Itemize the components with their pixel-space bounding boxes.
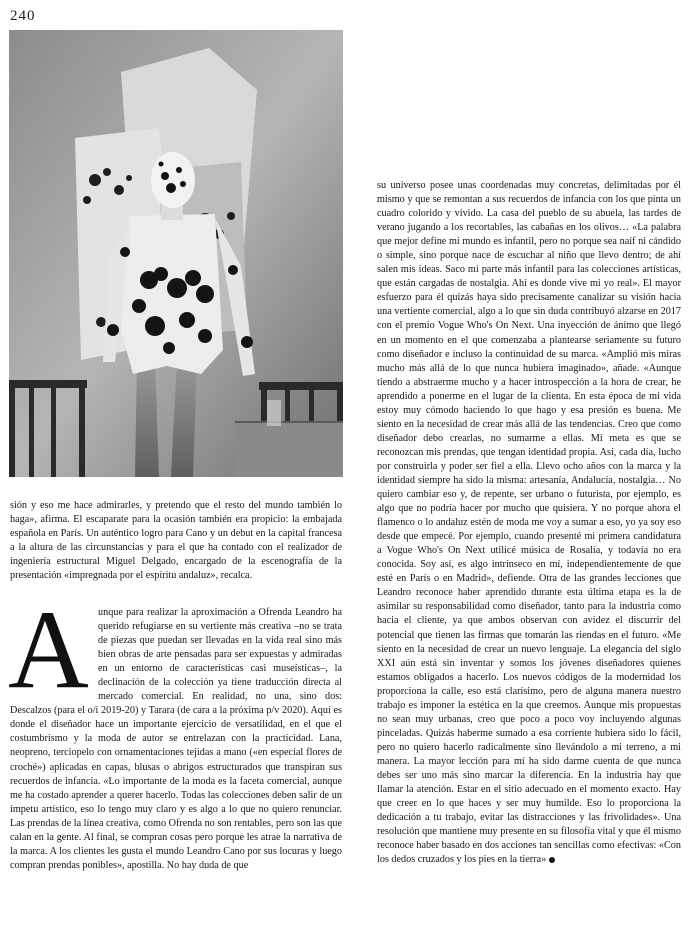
fashion-photo-icon <box>9 30 343 477</box>
end-mark-icon <box>549 857 555 863</box>
article-text-right <box>377 179 681 867</box>
article-text-left-bottom <box>8 588 342 873</box>
paragraph-text: su universo posee unas coordenadas muy concretas, delimitadas por él mismo y que se remontan a sus recuerdos de infancia con los que pinta un cuadro colorido y vívido. La casa del pueblo de su abuela, las tardes de verano jugando a los recortables, las cabañas en los olivos… «La palabra que mejor define mi mundo es infantil, pero no porque sea naíf ni cándido o simple, sino porque nace de escuchar al niño que llevo dentro; de ahí salen mis ideas. Saco mi parte más infantil para las colecciones artísticas, que están cargadas de nostalgia. Ahí es donde vive mi yo real». El mayor esfuerzo para él quizás haya sido precisamente canalizar su visión hacia una vertiente comercial, algo a lo que sin duda contribuyó alzarse en 2017 con el premio Vogue Who's On Next. Una inyección de ánimo que llegó en un momento en el que comenzaba a plantearse seriamente su futuro como diseñador e incluso la continuidad de su marca. «Amplió mis miras mucho más allá de lo que nunca hubiera imaginado», añade. «Aunque tiendo a abstraerme mucho y a hacer introspección a la hora de crear, he aprendido a ponerme en el lugar de la clienta. En esta época de mi vida estoy muy cómodo haciendo lo que hago y esa presión es buena. Me siento en la necesidad de crear más allá de las tendencias. Creo que como diseñador debo crearlas, no sumarme a ellas. Mi meta es que se reconozcan mis prendas, que tengan identidad propia. Así, cada día, lucho por construirla y poder ser fiel a ella. Llevo ocho años con la marca y la identidad siempre ha sido la misma: artesanía, Andalucía, nostalgia… No quiero cambiar eso y, de repente, ser urbano o futurista, por ejemplo, es algo que no podría hacer por mucho que quisiera. Y no porque ahora el flamenco o lo andaluz estén de moda me voy a sumar a eso, yo ya soy eso desde que empecé. Por ejemplo, cuando presenté mi primera candidatura a Vogue Who's On Next utilicé música de Rosalía, y todavía no era conocida. Soy así, es algo intrínseco en mí, independientemente de que esté en París o en Madrid», defiende. Otra de las grandes lecciones que Leandro reconoce haber aprendido durante esta última etapa es la de asimilar su responsabilidad como diseñador, tanto para la industria como hacia el cliente, ya que ambos observan con avidez el discurrir del potencial que tienen las firmas que tomarán las riendas en el futuro. «Me siento en la necesidad de crear un nuevo lenguaje. La elegancia del siglo XXI aún está sin inventar y somos los jóvenes diseñadores quienes estamos obligados a hacerlo. Los nuevos códigos de la modernidad los proporciona la calle, eso está clarísimo, pero de alguna manera nuestro trabajo es imponer la estética en la que creemos. Aunque mis propuestas no sean muy urbanas, creo que poco a poco voy incluyendo algunas pinceladas. Quizás haberme sumado a esa corriente hubiera sido lo fácil, pero no quiero hacerlo radicalmente sino llevándolo a mi terreno, a mi manera. La mayor lección para mí ha sido darme cuenta de que nunca debes ser uno más sino marcar la diferencia. En la industria hay que llamar la atención. Estar en el sitio adecuado en el momento exacto. Hay que creer en lo que haces y ser muy humilde. Eso lo proporciona la dedicación a tu trabajo, evitar las distracciones y las frivolidades». Una resolución que mantiene muy presente en su filosofía vital y que él mismo reconoce haber basado en dos acciones tan sencillas como efectivas: «Con los dedos cruzados y los pies en la tierra» <box>377 180 681 866</box>
drop-cap: A <box>8 588 89 712</box>
fashion-photo <box>9 30 343 477</box>
paragraph: unque para realizar la aproximación a Ofrenda Leandro ha querido refugiarse en su vertiente más creativa –no se trata de piezas que puedan ser llevadas en la vida real sino más bien obras de arte pensadas para ser expuestas y admiradas en un entorno de características casi museísticas–, la declinación de la colección ya tiene traducción directa al mercado comercial. En realidad, no una, sino dos: Descalzos (para el o/i 2019-20) y Tarara (de cara a la próxima p/v 2020). Aquí es donde el diseñador hace un importante ejercicio de versatilidad, en el que el costumbrismo y la moda de autor se entrelazan con la practicidad. Lana, neopreno, terciopelo con ornamentaciones tejidas a mano («en especial flores de croché») aplicadas en capas, blusas o abrigos estructurados que transpiran sus recuerdos de infancia. «Lo importante de la moda es la faceta comercial, aunque me ha costado aprender a querer hacerlo. Todas las colecciones deben salir de un ímpetu artístico, eso lo tengo muy claro y es algo a lo que no quiero renunciar. Las prendas de la línea creativa, como Ofrenda no son rentables, pero son las que calan en la gente. Al final, se compran cosas pero porque les atrae la narrativa de la marca. A los clientes les gusta el mundo Leandro Cano por sus locuras y luego compran prendas ponibles», apostilla. No hay duda de que <box>10 607 342 871</box>
page-number: 240 <box>10 8 36 24</box>
paragraph: sión y eso me hace admirarles, y pretendo que el resto del mundo también lo haga», afirma. El escaparate para la ocasión también era propicio: la embajada española en París. Un auténtico logro para Cano y un debut en la capital francesa a la altura de las circunstancias y para el que ha contado con el realizador de ingeniería estructural Miguel Delgado, encargado de la escenografía de la presentación «impregnada por el espíritu andaluz», recalca. <box>10 500 342 582</box>
article-text-left-top <box>10 499 342 583</box>
paragraph <box>377 179 681 867</box>
